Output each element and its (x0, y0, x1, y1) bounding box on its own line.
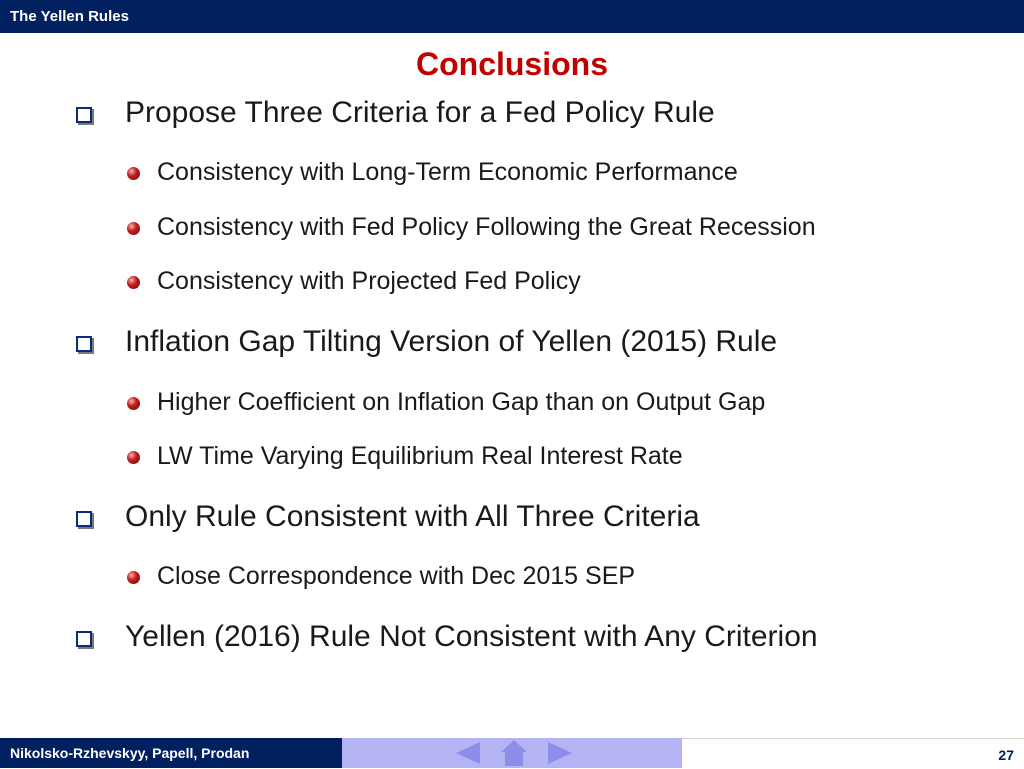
section-heading: Inflation Gap Tilting Version of Yellen (2015) Rule (125, 325, 778, 358)
square-bullet-icon (76, 631, 92, 647)
section-heading: Propose Three Criteria for a Fed Policy Rule (125, 96, 715, 129)
nav-strip (342, 738, 682, 768)
footer-authors-bar (0, 738, 342, 768)
authors: Nikolsko-Rzhevskyy, Papell, Prodan (10, 745, 250, 761)
footer-page-area (682, 738, 1024, 769)
bullet-item: Consistency with Fed Policy Following the Great Recession (157, 213, 816, 241)
square-bullet-icon (76, 511, 92, 527)
sphere-bullet-icon (127, 451, 140, 464)
deck-title: The Yellen Rules (10, 8, 129, 25)
sphere-bullet-icon (127, 222, 140, 235)
sphere-bullet-icon (127, 571, 140, 584)
square-bullet-icon (76, 336, 92, 352)
bullet-item: Consistency with Long-Term Economic Performance (157, 158, 738, 186)
back-arrow-icon[interactable] (450, 738, 484, 768)
bullet-item: LW Time Varying Equilibrium Real Interest Rate (157, 442, 683, 470)
header-bar (0, 0, 1024, 33)
bullet-item: Close Correspondence with Dec 2015 SEP (157, 562, 636, 590)
sphere-bullet-icon (127, 397, 140, 410)
page-number: 27 (998, 747, 1014, 763)
section-heading: Yellen (2016) Rule Not Consistent with Any Criterion (125, 620, 818, 653)
section-heading: Only Rule Consistent with All Three Criteria (125, 500, 700, 533)
slide-title: Conclusions (415, 46, 608, 82)
sphere-bullet-icon (127, 167, 140, 180)
bullet-item: Consistency with Projected Fed Policy (157, 267, 581, 295)
square-bullet-icon (76, 107, 92, 123)
forward-arrow-icon[interactable] (544, 738, 578, 768)
home-icon[interactable] (498, 738, 530, 768)
sphere-bullet-icon (127, 276, 140, 289)
bullet-item: Higher Coefficient on Inflation Gap than on Output Gap (157, 388, 766, 416)
